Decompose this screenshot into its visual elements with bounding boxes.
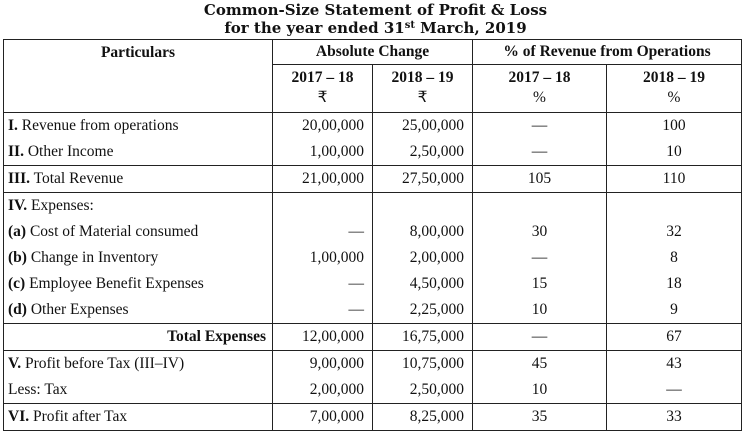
percent-revenue-cell: — xyxy=(473,245,607,271)
particulars-cell xyxy=(4,271,273,297)
particulars-cell xyxy=(4,297,273,324)
table-row xyxy=(4,193,742,220)
cell-text: Profit before Tax (III–IV) xyxy=(21,355,185,372)
percent-revenue-cell: 110 xyxy=(607,166,742,193)
cell-text: Total Expenses xyxy=(167,328,266,345)
particulars-cell xyxy=(4,377,273,404)
percent-revenue-cell: — xyxy=(607,377,742,404)
percent-revenue-cell: 9 xyxy=(607,297,742,324)
absolute-change-cell: 10,75,000 xyxy=(373,351,473,378)
table-row xyxy=(4,139,742,166)
cell-text: Revenue from operations xyxy=(17,117,179,134)
year-header-abs-2018-19: 2018 – 19 ₹ xyxy=(373,65,473,113)
absolute-change-cell: 2,50,000 xyxy=(373,377,473,404)
absolute-change-header: Absolute Change xyxy=(273,40,473,65)
percent-revenue-cell: 67 xyxy=(607,324,742,351)
table-row xyxy=(4,351,742,378)
absolute-change-cell: 2,00,000 xyxy=(273,377,373,404)
absolute-change-cell: 2,25,000 xyxy=(373,297,473,324)
particulars-cell xyxy=(4,404,273,431)
profit-loss-table xyxy=(3,39,742,431)
percent-revenue-cell xyxy=(473,193,607,220)
statement-subtitle: for the year ended 31st March, 2019 xyxy=(224,19,527,37)
table-row xyxy=(4,219,742,245)
cell-text: (b) xyxy=(8,249,27,266)
absolute-change-cell: — xyxy=(273,219,373,245)
particulars-header: Particulars xyxy=(4,40,273,113)
percent-unit: % xyxy=(533,89,546,106)
percent-unit: % xyxy=(667,89,681,106)
cell-text: (d) xyxy=(8,301,27,318)
absolute-change-cell: 12,00,000 xyxy=(273,324,373,351)
percent-revenue-cell: 32 xyxy=(607,219,742,245)
absolute-change-cell: 2,00,000 xyxy=(373,245,473,271)
absolute-change-cell: 1,00,000 xyxy=(273,139,373,166)
absolute-change-cell: 2,50,000 xyxy=(373,139,473,166)
cell-text: II. xyxy=(8,143,24,160)
percent-revenue-cell: 33 xyxy=(607,404,742,431)
percent-revenue-cell xyxy=(607,193,742,220)
table-row xyxy=(4,377,742,404)
absolute-change-cell: 8,00,000 xyxy=(373,219,473,245)
percent-revenue-cell: 105 xyxy=(473,166,607,193)
particulars-cell xyxy=(4,324,273,351)
table-row xyxy=(4,245,742,271)
absolute-change-cell xyxy=(373,193,473,220)
cell-text: Employee Benefit Expenses xyxy=(25,275,204,292)
particulars-cell xyxy=(4,351,273,378)
cell-text: Other Income xyxy=(23,143,114,160)
absolute-change-cell: 4,50,000 xyxy=(373,271,473,297)
absolute-change-cell: 9,00,000 xyxy=(273,351,373,378)
percent-revenue-cell: — xyxy=(473,324,607,351)
absolute-change-cell: 27,50,000 xyxy=(373,166,473,193)
table-row xyxy=(4,297,742,324)
cell-text: VI. xyxy=(8,408,30,425)
cell-text: III. xyxy=(8,170,30,187)
cell-text: Expenses: xyxy=(27,197,94,214)
particulars-cell xyxy=(4,193,273,220)
statement-title: Common-Size Statement of Profit & Loss xyxy=(203,1,548,19)
table-row xyxy=(4,113,742,140)
percent-revenue-cell: 18 xyxy=(607,271,742,297)
percent-revenue-cell: 10 xyxy=(607,139,742,166)
percent-revenue-cell: 43 xyxy=(607,351,742,378)
percent-revenue-cell: 10 xyxy=(473,297,607,324)
year-header-pct-2017-18: 2017 – 18 % xyxy=(473,65,607,113)
absolute-change-cell: 8,25,000 xyxy=(373,404,473,431)
percent-revenue-cell: — xyxy=(473,139,607,166)
absolute-change-cell: 16,75,000 xyxy=(373,324,473,351)
cell-text: Change in Inventory xyxy=(26,249,159,266)
absolute-change-cell: 1,00,000 xyxy=(273,245,373,271)
table-row xyxy=(4,404,742,431)
absolute-change-cell: 21,00,000 xyxy=(273,166,373,193)
percent-revenue-cell: 100 xyxy=(607,113,742,140)
rupee-unit: ₹ xyxy=(317,89,328,106)
cell-text: IV. xyxy=(8,197,28,214)
cell-text: Total Revenue xyxy=(29,170,124,187)
cell-text: Other Expenses xyxy=(26,301,129,318)
cell-text: (c) xyxy=(8,275,26,292)
cell-text: (a) xyxy=(8,223,27,240)
cell-text: V. xyxy=(8,355,22,372)
absolute-change-cell: — xyxy=(273,271,373,297)
percent-revenue-cell: 45 xyxy=(473,351,607,378)
particulars-cell xyxy=(4,139,273,166)
cell-text: Profit after Tax xyxy=(29,408,128,425)
cell-text: Cost of Material consumed xyxy=(26,223,199,240)
table-row xyxy=(4,271,742,297)
percent-revenue-cell: 15 xyxy=(473,271,607,297)
absolute-change-cell: 25,00,000 xyxy=(373,113,473,140)
year-header-pct-2018-19: 2018 – 19 % xyxy=(607,65,742,113)
absolute-change-cell: — xyxy=(273,297,373,324)
percent-revenue-cell: 8 xyxy=(607,245,742,271)
percent-revenue-cell: 30 xyxy=(473,219,607,245)
absolute-change-cell: 20,00,000 xyxy=(273,113,373,140)
table-row xyxy=(4,166,742,193)
particulars-cell xyxy=(4,245,273,271)
absolute-change-cell: 7,00,000 xyxy=(273,404,373,431)
year-header-abs-2017-18: 2017 – 18 ₹ xyxy=(273,65,373,113)
percent-revenue-cell: — xyxy=(473,113,607,140)
particulars-cell xyxy=(4,166,273,193)
total-expenses-row xyxy=(4,324,742,351)
cell-text: I. xyxy=(8,117,18,134)
percent-revenue-cell: 35 xyxy=(473,404,607,431)
percent-revenue-cell: 10 xyxy=(473,377,607,404)
percent-revenue-header: % of Revenue from Operations xyxy=(473,40,742,65)
particulars-cell xyxy=(4,219,273,245)
rupee-unit: ₹ xyxy=(417,89,428,106)
absolute-change-cell xyxy=(273,193,373,220)
particulars-cell xyxy=(4,113,273,140)
cell-text: Less: Tax xyxy=(8,381,68,398)
